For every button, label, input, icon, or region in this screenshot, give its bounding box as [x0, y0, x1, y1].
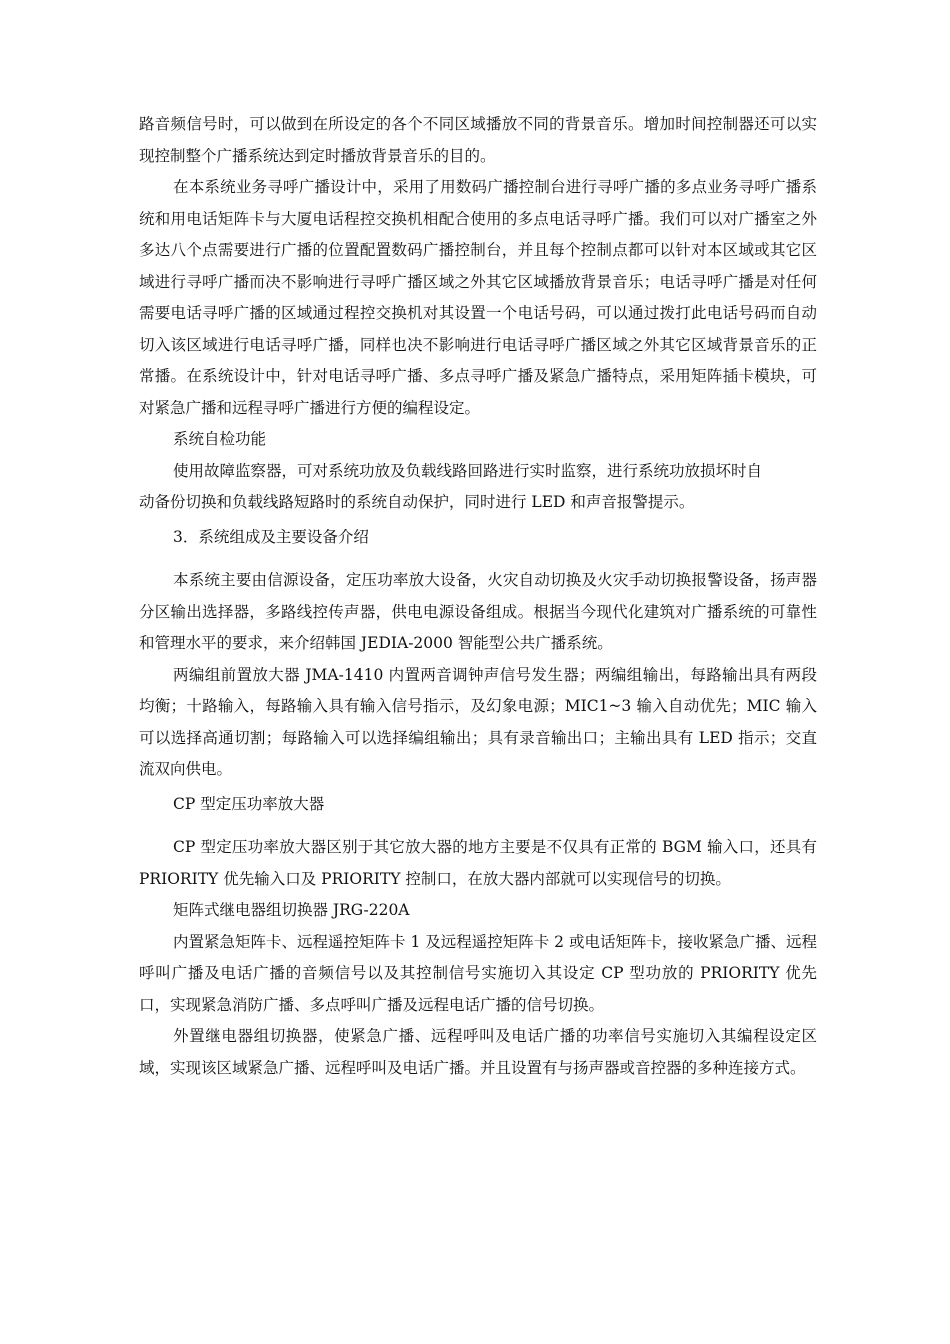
- paragraph-paging-broadcast: 在本系统业务寻呼广播设计中，采用了用数码广播控制台进行寻呼广播的多点业务寻呼广播系统和用电话矩阵卡与大厦电话程控交换机相配合使用的多点电话寻呼广播。我们可以对广播室之外多达八个点需要进行广播的位置配置数码广播控制台，并且每个控制点都可以针对本区域或其它区域进行寻呼广播而决不影响进行寻呼广播区域之外其它区域播放背景音乐；电话寻呼广播是对任何需要电话寻呼广播的区域通过程控交换机对其设置一个电话号码，可以通过拨打此电话号码而自动切入该区域进行电话寻呼广播，同样也决不影响进行电话寻呼广播区域之外其它区域背景音乐的正常播。在系统设计中，针对电话寻呼广播、多点寻呼广播及紧急广播特点，采用矩阵插卡模块，可对紧急广播和远程寻呼广播进行方便的编程设定。: [139, 178, 817, 417]
- paragraph-cp-amplifier: CP 型定压功率放大器区别于其它放大器的地方主要是不仅具有正常的 BGM 输入口，还具有 PRIORITY 优先输入口及 PRIORITY 控制口，在放大器内部就可以实现信号的切换。: [139, 838, 817, 888]
- paragraph-external-relay: 外置继电器组切换器，使紧急广播、远程呼叫及电话广播的功率信号实施切入其编程设定区域，实现该区域紧急广播、远程呼叫及电话广播。并且设置有与扬声器或音控器的多种连接方式。: [139, 1027, 817, 1077]
- heading-cp-amplifier: CP 型定压功率放大器: [173, 794, 325, 813]
- heading-system-composition: 3．系统组成及主要设备介绍: [173, 527, 369, 546]
- paragraph-matrix-cards: 内置紧急矩阵卡、远程遥控矩阵卡 1 及远程遥控矩阵卡 2 或电话矩阵卡，接收紧急广播、远程呼叫广播及电话广播的音频信号以及其控制信号实施切入其设定 CP 型功放的 PRIORITY 优先口，实现紧急消防广播、多点呼叫广播及远程电话广播的信号切换。: [139, 932, 817, 1014]
- paragraph-background-music: 路音频信号时，可以做到在所设定的各个不同区域播放不同的背景音乐。增加时间控制器还可以实现控制整个广播系统达到定时播放背景音乐的目的。: [139, 115, 817, 165]
- paragraph-preamplifier: 两编组前置放大器 JMA-1410 内置两音调钟声信号发生器；两编组输出，每路输出具有两段均衡；十路输入，每路输入具有输入信号指示，及幻象电源；MIC1~3 输入自动优先；MIC 输入可以选择高通切割；每路输入可以选择编组输出；具有录音输出口；主输出具有 LED 指示；交直流双向供电。: [139, 665, 817, 778]
- heading-matrix-relay: 矩阵式继电器组切换器 JRG-220A: [173, 901, 410, 919]
- paragraph-fault-monitor-line1: 使用故障监察器，可对系统功放及负载线路回路进行实时监察，进行系统功放损坏时自: [173, 461, 763, 480]
- document-page: [139, 109, 817, 1084]
- heading-self-check: 系统自检功能: [173, 430, 267, 448]
- paragraph-system-overview: 本系统主要由信源设备，定压功率放大设备，火灾自动切换及火灾手动切换报警设备，扬声器分区输出选择器，多路线控传声器，供电电源设备组成。根据当今现代化建筑对广播系统的可靠性和管理水平的要求，来介绍韩国 JEDIA-2000 智能型公共广播系统。: [139, 571, 817, 652]
- paragraph-fault-monitor-line2: 动备份切换和负载线路短路时的系统自动保护，同时进行 LED 和声音报警提示。: [139, 493, 695, 511]
